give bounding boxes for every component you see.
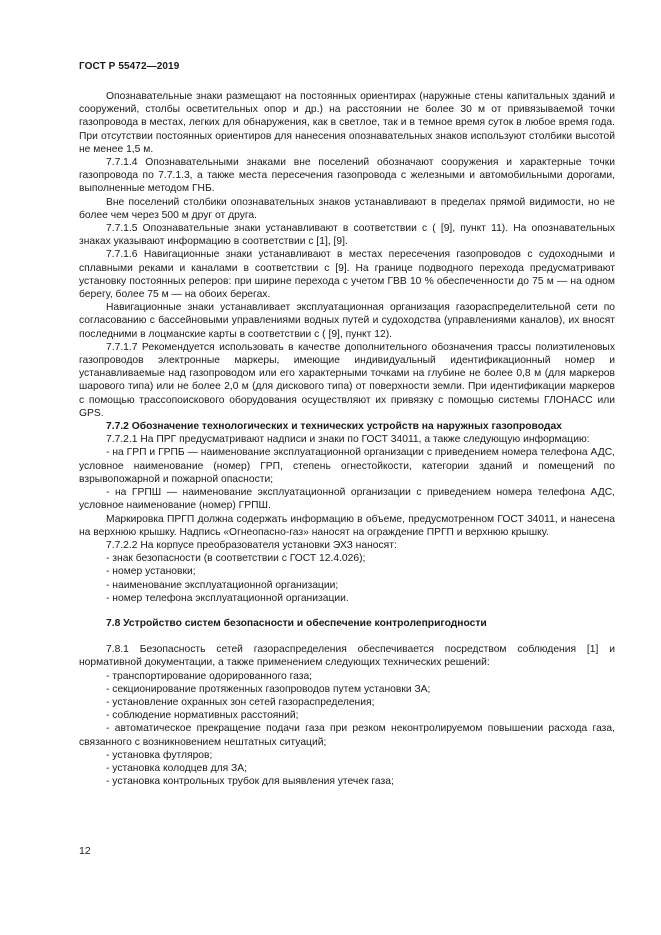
list-item: - установка колодцев для ЗА;: [106, 762, 247, 774]
document-header: ГОСТ Р 55472—2019: [79, 61, 180, 72]
paragraph: 7.7.2.2 На корпусе преобразователя установки ЭХЗ наносят:: [106, 539, 397, 551]
list-item: - знак безопасности (в соответствии с ГОСТ 12.4.026);: [106, 553, 366, 565]
list-item: - на ГРП и ГРПБ — наименование эксплуатационной организации с приведением номера телефона АДС, условное наименование (номер) ГРП, степень огнестойкости, категории зданий и помещений по взрывопожарной и пожарной опасности;: [79, 447, 615, 485]
paragraph: 7.8.1 Безопасность сетей газораспределения обеспечивается посредством соблюдения [1] и нормативной документации, а также применением следующих технических решений:: [79, 644, 615, 669]
page-number: 12: [79, 845, 91, 857]
list-item: - установление охранных зон сетей газораспределения;: [106, 696, 375, 708]
section-heading: 7.8 Устройство систем безопасности и обеспечение контролепригодности: [106, 617, 487, 629]
section-heading: 7.7.2 Обозначение технологических и технических устройств на наружных газопроводах: [106, 421, 562, 433]
paragraph: 7.7.2.1 На ПРГ предусматривают надписи и знаки по ГОСТ 34011, а также следующую информацию:: [106, 434, 590, 446]
paragraph: 7.7.1.6 Навигационные знаки устанавливают в местах пересечения газопроводов с судоходными и сплавными реками и каналами в соответствии с [9]. На границе подводного перехода предусматривают установку постоянных реперов: при ширине перехода с учетом ГВВ 10 % обеспеченности до 75 м — на одном берегу, более 75 м — на обоих берегах.: [79, 249, 615, 301]
paragraph: Маркировка ПРГП должна содержать информацию в объеме, предусмотренном ГОСТ 34011, и нанесена на верхнюю крышку. Надпись «Огнеопасно-газ» наносят на ограждение ПРГП и верхнюю крышку.: [79, 513, 615, 538]
paragraph: 7.7.1.4 Опознавательными знаками вне поселений обозначают сооружения и характерные точки газопровода по 7.7.1.3, а также места пересечения газопровода с железными и автомобильными дорогами, выполненные методом ГНБ.: [79, 157, 615, 195]
list-item: - транспортирование одорированного газа;: [106, 670, 313, 682]
paragraph: Навигационные знаки устанавливает эксплуатационная организация газораспределительной сети по согласованию с бассейновыми управлениями водных путей и судоходства (управлениями каналов), их вносят последними в лоцманские карты в соответствии с ( [9], пункт 12).: [79, 302, 615, 340]
list-item: - наименование эксплуатационной организации;: [106, 579, 339, 591]
list-item: - номер телефона эксплуатационной организации.: [106, 592, 349, 604]
list-item: - номер установки;: [106, 566, 196, 578]
paragraph: 7.7.1.5 Опознавательные знаки устанавливают в соответствии с ( [9], пункт 11). На опознавательных знаках указывают информацию в соответствии с [1], [9].: [79, 223, 615, 248]
list-item: - на ГРПШ — наименование эксплуатационной организации с приведением номера телефона АДС, условное наименование (номер) ГРПШ.: [79, 487, 615, 512]
paragraph: 7.7.1.7 Рекомендуется использовать в качестве дополнительного обозначения трассы полиэтиленовых газопроводов электронные маркеры, имеющие индивидуальный идентификационный номер и устанавливаемые над газопроводом или его характерными точками на глубине не более 0,8 м (для маркеров шарового типа) или не более 2,0 м (для дискового типа) от поверхности земли. При идентификации маркеров с помощью трассопоискового оборудования осуществляют их привязку с помощью системы ГЛОНАСС или GPS.: [79, 341, 615, 419]
document-body: [79, 90, 615, 788]
paragraph: Вне поселений столбики опознавательных знаков устанавливают в пределах прямой видимости, но не более чем через 500 м друг от друга.: [79, 196, 615, 221]
list-item: - автоматическое прекращение подачи газа при резком неконтролируемом повышении расхода газа, связанного с возникновением нештатных ситуаций;: [79, 723, 615, 748]
list-item: - секционирование протяженных газопроводов путем установки ЗА;: [106, 683, 431, 695]
list-item: - установка контрольных трубок для выявления утечек газа;: [106, 776, 394, 788]
paragraph: Опознавательные знаки размещают на постоянных ориентирах (наружные стены капитальных зданий и сооружений, столбы осветительных опор и др.) на расстоянии не более 30 м от привязываемой точки газопровода в местах, легких для обнаружения, как в светлое, так и в темное время суток в любое время года. При отсутствии постоянных ориентиров для нанесения опознавательных знаков используют столбики высотой не менее 1,5 м.: [79, 91, 615, 155]
list-item: - соблюдение нормативных расстояний;: [106, 710, 299, 722]
list-item: - установка футляров;: [106, 749, 213, 761]
